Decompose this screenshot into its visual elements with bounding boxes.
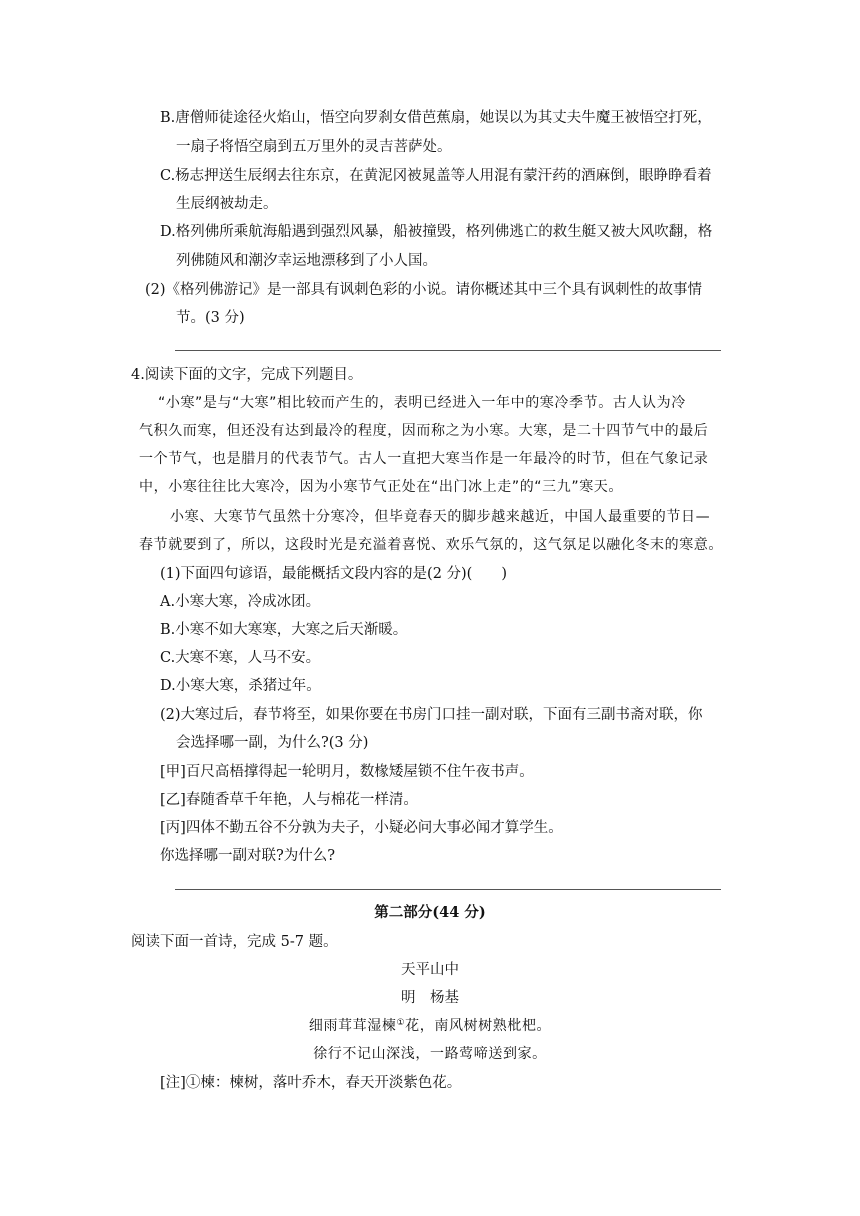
q4-passage-p2-line2: 春节就要到了，所以，这段时光是充溢着喜悦、欢乐气氛的，这气氛足以融化冬末的寒意。 [139, 537, 723, 553]
q4-passage-p2-line1: 小寒、大寒节气虽然十分寒冷，但毕竟春天的脚步越来越近，中国人最重要的节日— [170, 509, 711, 525]
q4-option-b: B.小寒不如大寒寒，大寒之后天渐暖。 [160, 622, 408, 638]
q3-option-c-line2: 生辰纲被劫走。 [176, 196, 278, 212]
q3-sub2-line1: (2)《格列佛游记》是一部具有讽刺色彩的小说。请你概述其中三个具有讽刺性的故事情 [145, 282, 703, 298]
poem-line-1-part-b: 花，南风树树熟枇杷。 [405, 1018, 552, 1034]
q3-option-b-line1: B.唐僧师徒途径火焰山，悟空向罗刹女借芭蕉扇，她误以为其丈夫牛魔王被悟空打死， [160, 110, 712, 126]
couplet-bing: [丙]四体不勤五谷不分孰为夫子，小疑必问大事必闻才算学生。 [160, 820, 563, 836]
q4-intro: 4.阅读下面的文字，完成下列题目。 [131, 367, 363, 383]
q4-ask: 你选择哪一副对联?为什么? [160, 848, 336, 864]
q4-sub2-line1: (2)大寒过后，春节将至，如果你要在书房门口挂一副对联，下面有三副书斋对联，你 [160, 707, 703, 723]
q3-option-b-line2: 一扇子将悟空扇到五万里外的灵吉菩萨处。 [176, 139, 452, 155]
q4-sub2-line2: 会选择哪一副，为什么?(3 分) [176, 735, 369, 751]
poem-line-2: 徐行不记山深浅，一路莺啼送到家。 [313, 1046, 547, 1062]
q4-passage-p1-line1: “小寒”是与“大寒”相比较而产生的，表明已经进入一年中的寒冷季节。古人认为冷 [158, 395, 686, 411]
poem-author: 明 杨基 [401, 990, 459, 1006]
poem-line-1 [0, 1016, 860, 1036]
couplet-jia: [甲]百尺高梧撑得起一轮明月，数椽矮屋锁不住午夜书声。 [160, 764, 534, 780]
q4-option-a: A.小寒大寒，冷成冰团。 [160, 594, 321, 610]
poem-footnote: [注]①楝：楝树，落叶乔木，春天开淡紫色花。 [160, 1075, 462, 1091]
footnote-marker: ① [396, 1018, 406, 1028]
q4-option-d: D.小寒大寒，杀猪过年。 [160, 678, 321, 694]
q3-option-c-line1: C.杨志押送生辰纲去往东京，在黄泥冈被晁盖等人用混有蒙汗药的酒麻倒，眼睁睁看着 [160, 168, 712, 184]
poem-title: 天平山中 [401, 962, 459, 978]
poem-line-1-part-a: 细雨茸茸湿楝 [308, 1018, 397, 1034]
q4-passage-p1-line3: 一个节气，也是腊月的代表节气。古人一直把大寒当作是一年最冷的时节，但在气象记录 [139, 451, 709, 467]
q3-option-d-line2: 列佛随风和潮汐幸运地漂移到了小人国。 [176, 253, 437, 269]
q3-option-d-line1: D.格列佛所乘航海船遇到强烈风暴，船被撞毁，格列佛逃亡的救生艇又被大风吹翻，格 [160, 224, 713, 240]
q3-sub2-line2: 节。(3 分) [176, 310, 245, 326]
q4-passage-p1-line4: 中，小寒往往比大寒冷，因为小寒节气正处在“出门冰上走”的“三九”寒天。 [139, 479, 624, 495]
q4-sub1: (1)下面四句谚语，最能概括文段内容的是(2 分)( ) [160, 566, 507, 582]
part2-heading: 第二部分(44 分) [374, 904, 486, 921]
part2-intro: 阅读下面一首诗，完成 5-7 题。 [131, 934, 338, 950]
q4-passage-p1-line2: 气积久而寒，但还没有达到最冷的程度，因而称之为小寒。大寒，是二十四节气中的最后 [139, 423, 709, 439]
q4-option-c: C.大寒不寒，人马不安。 [160, 650, 321, 666]
answer-line [175, 889, 721, 890]
couplet-yi: [乙]春随香草千年艳，人与棉花一样清。 [160, 792, 418, 808]
answer-line [175, 350, 721, 351]
